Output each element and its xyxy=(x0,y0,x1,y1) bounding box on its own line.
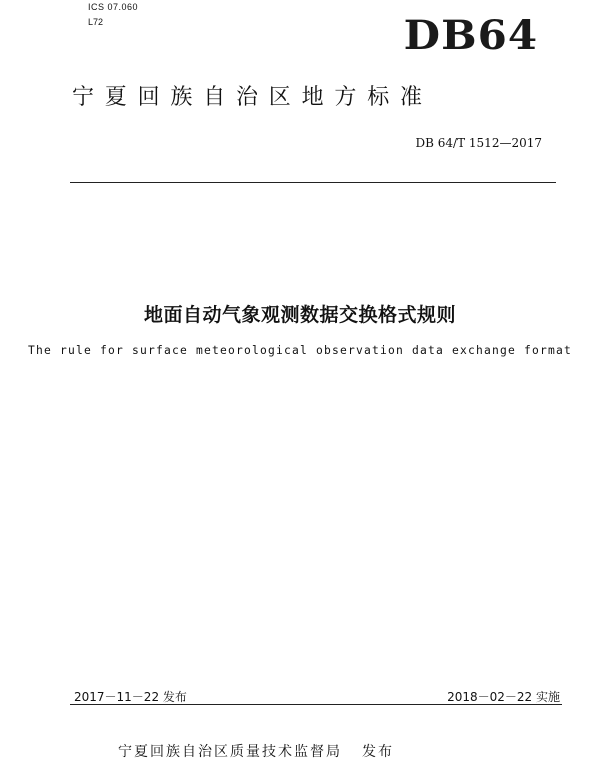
top-divider xyxy=(70,182,556,183)
standard-logo: DB64 xyxy=(403,12,538,59)
issuing-authority: 宁夏回族自治区质量技术监督局 xyxy=(118,744,342,760)
document-title-english: The rule for surface meteorological observation data exchange format xyxy=(27,344,573,357)
ics-code: ICS 07.060 xyxy=(88,2,139,12)
bottom-divider xyxy=(70,704,562,705)
classification-code: L72 xyxy=(88,17,104,27)
standard-category: 宁夏回族自治区地方标准 xyxy=(72,85,433,110)
publication-date: 2017－11－22 发布 xyxy=(74,690,187,704)
document-title-chinese: 地面自动气象观测数据交换格式规则 xyxy=(143,304,456,326)
standard-number: DB 64/T 1512—2017 xyxy=(415,136,542,150)
implementation-date: 2018－02－22 实施 xyxy=(447,690,560,704)
issue-action: 发布 xyxy=(362,744,394,760)
footer-issuer xyxy=(118,741,394,761)
